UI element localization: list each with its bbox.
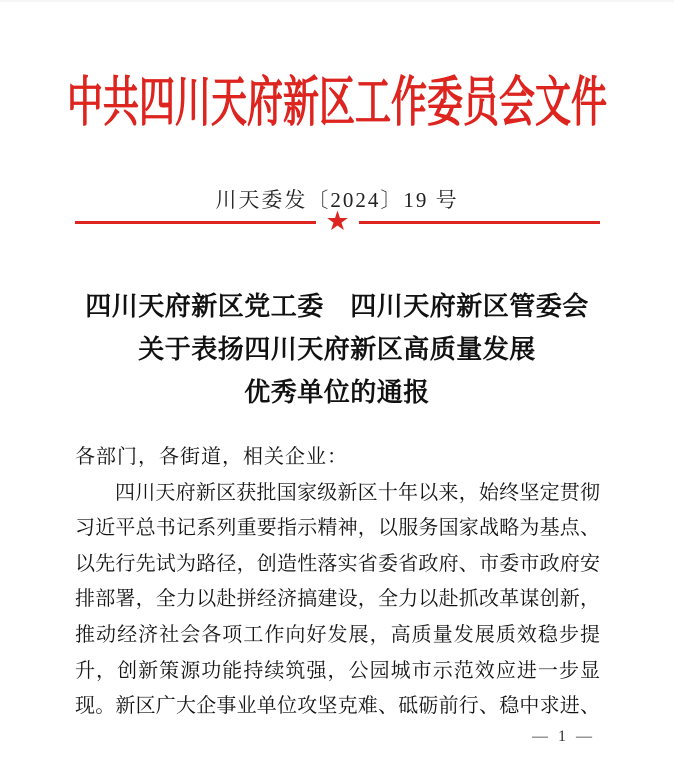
body-line-2: 习近平总书记系列重要指示精神，以服务国家战略为基点、	[75, 517, 600, 540]
letterhead-banner	[0, 68, 674, 132]
red-star-icon: ★	[325, 205, 350, 236]
document-number: 川天委发〔2024〕19 号	[215, 188, 459, 212]
red-divider-rule	[75, 205, 600, 236]
body-line-5: 推动经济社会各项工作向好发展，高质量发展质效稳步提	[75, 623, 600, 646]
body-line-4: 排部署，全力以赴拼经济搞建设，全力以赴抓改革谋创新，	[75, 588, 600, 611]
page-number: — 1 —	[532, 728, 595, 745]
document-title-line-3: 优秀单位的通报	[244, 378, 430, 407]
salutation-line: 各部门，各街道，相关企业：	[75, 446, 348, 468]
body-line-7: 现。新区广大企事业单位攻坚克难、砥砺前行、稳中求进、	[75, 695, 600, 718]
document-title	[0, 285, 674, 414]
body-line-1: 四川天府新区获批国家级新区十年以来，始终坚定贯彻	[115, 481, 600, 504]
body-line-6: 升，创新策源功能持续筑强，公园城市示范效应进一步显	[75, 659, 600, 682]
divider-line-right	[359, 221, 600, 224]
document-title-line-2: 关于表扬四川天府新区高质量发展	[138, 335, 536, 364]
letterhead-title: 中共四川天府新区工作委员会文件	[66, 71, 607, 132]
document-title-line-1: 四川天府新区党工委 四川天府新区管委会	[85, 292, 589, 321]
body-paragraph	[75, 440, 600, 725]
body-line-3: 以先行先试为路径，创造性落实省委省政府、市委市政府安	[75, 552, 600, 575]
divider-line-left	[75, 221, 316, 224]
